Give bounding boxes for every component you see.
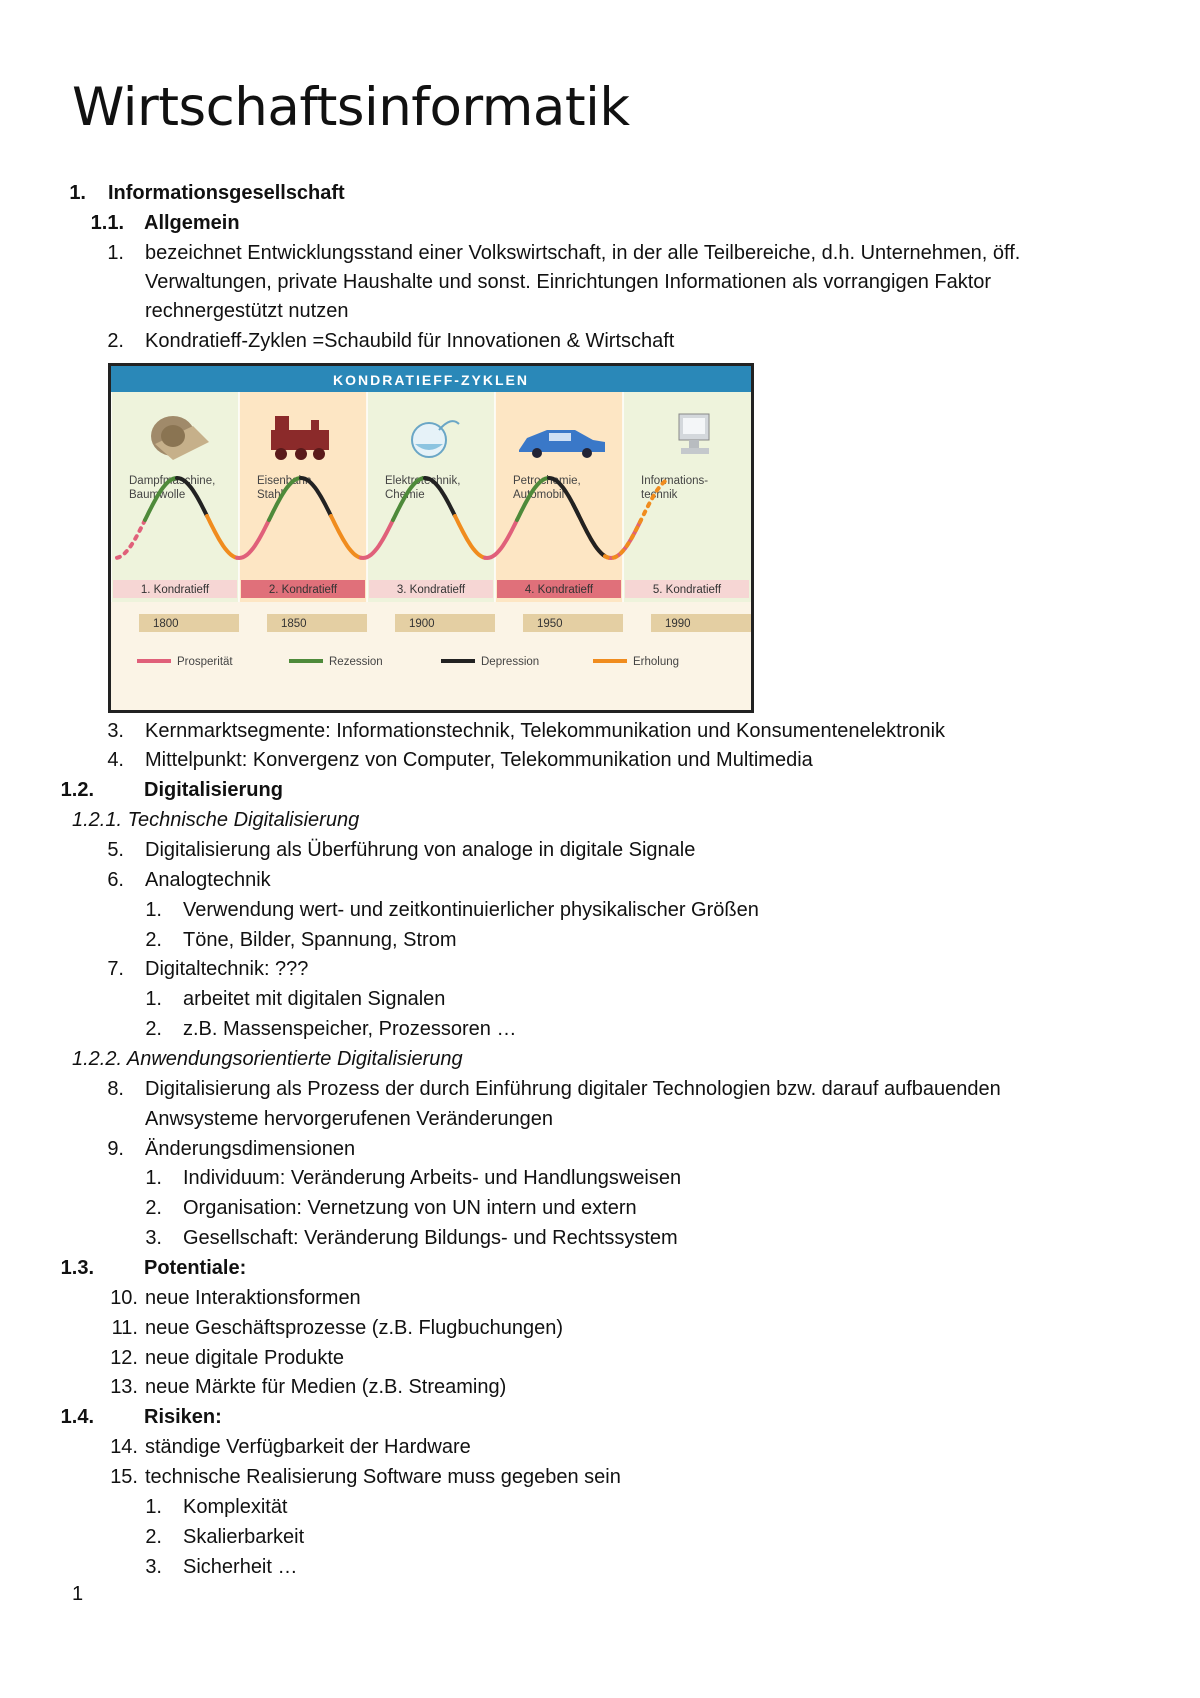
- list-number: 13.: [110, 1376, 138, 1398]
- legend-label: Depression: [481, 656, 540, 668]
- list-number: 1.2.: [60, 779, 94, 801]
- era-label: Informations-: [641, 475, 709, 487]
- era-label: Dampfmaschine,: [129, 475, 216, 487]
- list-number: 12.: [110, 1347, 138, 1369]
- line-text: Anwsysteme hervorgerufenen Veränderungen: [145, 1108, 554, 1130]
- list-number: 3.: [145, 1227, 162, 1249]
- line-text: Digitalisierung als Prozess der durch Einführung digitaler Technologien bzw. darauf aufbauenden: [145, 1078, 1001, 1100]
- line-text: Informationsgesellschaft: [108, 182, 345, 204]
- line-text: Risiken:: [144, 1406, 222, 1428]
- line-text: ständige Verfügbarkeit der Hardware: [145, 1436, 471, 1458]
- list-number: 2.: [145, 1197, 162, 1219]
- list-number: 2.: [145, 929, 162, 951]
- list-number: 4.: [107, 749, 124, 771]
- line-text: rechnergestützt nutzen: [145, 300, 349, 322]
- line-text: neue Interaktionsformen: [145, 1287, 361, 1309]
- list-number: 6.: [107, 869, 124, 891]
- line-text: Sicherheit …: [183, 1556, 298, 1578]
- list-number: 9.: [107, 1138, 124, 1160]
- line-text: technische Realisierung Software muss gegeben sein: [145, 1466, 621, 1488]
- line-text: neue Märkte für Medien (z.B. Streaming): [145, 1376, 507, 1398]
- kondratieff-diagram: [111, 366, 751, 710]
- legend-label: Erholung: [633, 656, 680, 668]
- cycle-label: 3. Kondratieff: [396, 584, 466, 596]
- era-label: Eisenbahn,: [257, 475, 315, 487]
- cycle-label: 1. Kondratieff: [140, 584, 210, 596]
- line-text: Verwaltungen, private Haushalte und sonst. Einrichtungen Informationen als vorrangigen Faktor: [145, 271, 992, 293]
- era-label: Automobil: [513, 489, 565, 501]
- list-number: 7.: [107, 958, 124, 980]
- cycle-label: 2. Kondratieff: [268, 584, 338, 596]
- era-label: Baumwolle: [129, 489, 186, 501]
- line-text: Individuum: Veränderung Arbeits- und Handlungsweisen: [183, 1167, 682, 1189]
- line-text: Allgemein: [144, 212, 240, 234]
- list-number: 1.3.: [60, 1257, 94, 1279]
- line-text: Digitalisierung als Überführung von analoge in digitale Signale: [145, 839, 696, 861]
- computer-icon: [679, 414, 709, 454]
- line-text: Kondratieff-Zyklen =Schaubild für Innovationen & Wirtschaft: [145, 330, 675, 352]
- line-text: Skalierbarkeit: [183, 1526, 305, 1548]
- line-text: Änderungsdimensionen: [145, 1138, 356, 1160]
- line-text: Mittelpunkt: Konvergenz von Computer, Telekommunikation und Multimedia: [145, 749, 813, 771]
- line-text: bezeichnet Entwicklungsstand einer Volkswirtschaft, in der alle Teilbereiche, d.h. Unternehmen, öff.: [145, 242, 1021, 264]
- era-label: technik: [641, 489, 678, 501]
- list-number: 1.: [69, 182, 86, 204]
- line-text: arbeitet mit digitalen Signalen: [183, 988, 446, 1010]
- cycle-label: 4. Kondratieff: [524, 584, 594, 596]
- year-label: 1950: [537, 618, 563, 630]
- page-number: 1: [72, 1583, 84, 1605]
- line-text: 1.2.1. Technische Digitalisierung: [72, 809, 360, 831]
- line-text: z.B. Massenspeicher, Prozessoren …: [183, 1018, 517, 1040]
- line-text: Organisation: Vernetzung von UN intern und extern: [183, 1197, 637, 1219]
- line-text: Digitaltechnik: ???: [145, 958, 309, 980]
- list-number: 1.1.: [90, 212, 124, 234]
- list-number: 8.: [107, 1078, 124, 1100]
- legend-label: Prosperität: [177, 656, 233, 668]
- list-number: 2.: [145, 1526, 162, 1548]
- line-text: Verwendung wert- und zeitkontinuierlicher physikalischer Größen: [183, 899, 759, 921]
- figure-title: KONDRATIEFF-ZYKLEN: [333, 372, 529, 388]
- legend-label: Rezession: [329, 656, 383, 668]
- list-number: 1.: [107, 242, 124, 264]
- list-number: 5.: [107, 839, 124, 861]
- list-number: 1.: [145, 1496, 162, 1518]
- list-number: 2.: [145, 1018, 162, 1040]
- era-label: Petrochemie,: [513, 475, 581, 487]
- cycle-label: 5. Kondratieff: [652, 584, 722, 596]
- line-text: neue digitale Produkte: [145, 1347, 345, 1369]
- era-label: Stahl: [257, 489, 284, 501]
- line-text: Kernmarktsegmente: Informationstechnik, Telekommunikation und Konsumentenelektronik: [145, 720, 946, 742]
- list-number: 3.: [145, 1556, 162, 1578]
- line-text: Potentiale:: [144, 1257, 247, 1279]
- list-number: 15.: [110, 1466, 138, 1488]
- era-label: Elektrotechnik,: [385, 475, 461, 487]
- line-text: neue Geschäftsprozesse (z.B. Flugbuchungen): [145, 1317, 564, 1339]
- line-text: Komplexität: [183, 1496, 288, 1518]
- list-number: 3.: [107, 720, 124, 742]
- list-number: 1.4.: [60, 1406, 94, 1428]
- year-label: 1800: [153, 618, 179, 630]
- kondratieff-figure: [108, 363, 754, 713]
- list-number: 2.: [107, 330, 124, 352]
- list-number: 1.: [145, 1167, 162, 1189]
- list-number: 1.: [145, 988, 162, 1010]
- line-text: Töne, Bilder, Spannung, Strom: [183, 929, 457, 951]
- year-label: 1900: [409, 618, 435, 630]
- list-number: 11.: [111, 1317, 138, 1339]
- list-number: 14.: [110, 1436, 138, 1458]
- line-text: Digitalisierung: [144, 779, 283, 801]
- year-label: 1850: [281, 618, 307, 630]
- line-text: Gesellschaft: Veränderung Bildungs- und Rechtssystem: [183, 1227, 678, 1249]
- list-number: 1.: [145, 899, 162, 921]
- document-title: Wirtschaftsinformatik: [72, 77, 630, 138]
- line-text: 1.2.2. Anwendungsorientierte Digitalisierung: [72, 1048, 463, 1070]
- list-number: 10.: [110, 1287, 138, 1309]
- era-label: Chemie: [385, 489, 425, 501]
- line-text: Analogtechnik: [145, 869, 271, 891]
- year-label: 1990: [665, 618, 691, 630]
